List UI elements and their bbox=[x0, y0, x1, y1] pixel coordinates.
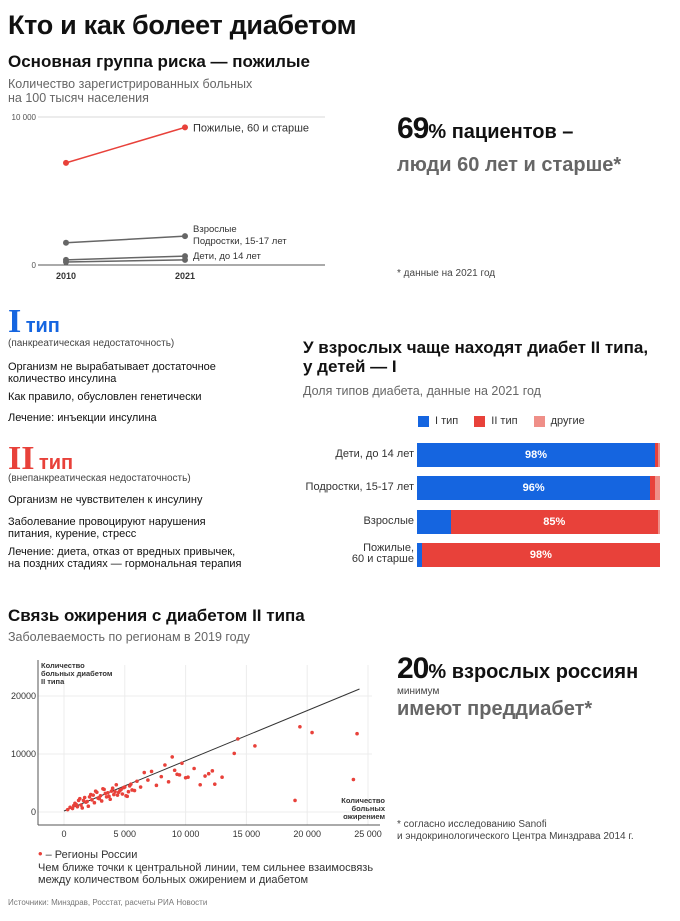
legend-type2 bbox=[474, 415, 517, 427]
scatter-point bbox=[293, 799, 297, 803]
section1-note: * данные на 2021 год bbox=[397, 268, 496, 279]
bar-label-children: Дети, до 14 лет bbox=[335, 448, 414, 460]
scatter-point bbox=[90, 798, 94, 802]
type2-line3: питания, курение, стресс bbox=[8, 528, 137, 540]
scatter-point bbox=[122, 786, 126, 790]
bar-label-elderly-line2: 60 и старше bbox=[351, 553, 414, 565]
scatter-point bbox=[97, 797, 101, 801]
section1-subheading-line2: на 100 тысяч населения bbox=[8, 91, 149, 105]
x-axis-title-line1: Количество bbox=[341, 796, 385, 805]
bar-segment-2-2 bbox=[658, 510, 660, 534]
scatter-point bbox=[124, 794, 128, 798]
scatter-point bbox=[74, 803, 78, 807]
scatter-point bbox=[146, 778, 150, 782]
scatter-legend bbox=[38, 846, 137, 861]
section1-heading: Основная группа риска — пожилые bbox=[8, 52, 310, 71]
legend-other bbox=[534, 415, 585, 427]
bars-title-line1: У взрослых чаще находят диабет II типа, bbox=[303, 338, 649, 357]
type2-word: тип bbox=[38, 452, 74, 474]
section1-subheading-line1: Количество зарегистрированных больных bbox=[8, 77, 253, 91]
x-tick-label-2010: 2010 bbox=[55, 271, 77, 281]
bar-label-elderly bbox=[352, 543, 414, 565]
scatter-point bbox=[142, 771, 146, 775]
x-tick-label-0: 0 bbox=[61, 829, 67, 839]
y-tick-label-1: 10000 bbox=[10, 749, 36, 759]
bar-elderly bbox=[417, 543, 660, 567]
bar-label-elderly-line1: Пожилые, bbox=[363, 542, 414, 554]
type2-line1: Организм не чувствителен к инсулину bbox=[8, 494, 203, 506]
scatter-point bbox=[207, 772, 211, 776]
y-axis-title-line2: больных диабетом bbox=[41, 669, 113, 678]
y-tick-label-0: 20000 bbox=[10, 691, 36, 701]
legend-other-label: другие bbox=[550, 415, 585, 427]
line-chart bbox=[0, 105, 340, 285]
legend-type1-label: I тип bbox=[435, 415, 459, 427]
scatter-point bbox=[117, 790, 121, 794]
scatter-point bbox=[101, 787, 105, 791]
bar-segment-0-0 bbox=[417, 443, 655, 467]
scatter-point bbox=[163, 763, 167, 767]
type1-line4: Лечение: инъекции инсулина bbox=[8, 412, 157, 424]
scatter-point bbox=[236, 737, 240, 741]
highlight-69 bbox=[397, 114, 573, 149]
section3-heading: Связь ожирения с диабетом II типа bbox=[8, 606, 305, 625]
series-point-0-2010 bbox=[63, 160, 69, 166]
highlight-20-small: минимум bbox=[397, 686, 440, 697]
type1-line3: Как правило, обусловлен генетически bbox=[8, 391, 202, 403]
legend-swatch-type2 bbox=[474, 416, 485, 427]
series-point-3-2010 bbox=[63, 259, 69, 265]
series-point-3-2021 bbox=[182, 257, 188, 263]
y-axis-title-line3: II типа bbox=[41, 677, 65, 686]
legend-swatch-type1 bbox=[418, 416, 429, 427]
scatter-point bbox=[211, 769, 215, 773]
section3-note-line2: и эндокринологического Центра Минздрава 2014 г. bbox=[397, 831, 634, 842]
scatter-point bbox=[159, 775, 163, 779]
highlight-69-rest: % пациентов – bbox=[428, 121, 574, 143]
type2-sub: (внепанкреатическая недостаточность) bbox=[8, 473, 191, 484]
scatter-point bbox=[87, 804, 91, 808]
series-label-2: Подростки, 15-17 лет bbox=[193, 236, 287, 248]
x-tick-label-2021: 2021 bbox=[174, 271, 196, 281]
bar-row-teens bbox=[0, 476, 680, 500]
series-line-3 bbox=[66, 260, 185, 262]
scatter-point bbox=[180, 761, 184, 765]
bars-legend bbox=[418, 415, 601, 427]
scatter-point bbox=[84, 800, 88, 804]
scatter-point bbox=[88, 795, 92, 799]
highlight-69-line2: люди 60 лет и старше* bbox=[397, 154, 622, 176]
scatter-point bbox=[135, 779, 139, 783]
highlight-20-line2: имеют преддиабет* bbox=[397, 698, 593, 720]
bars-title-line2: у детей — I bbox=[303, 357, 397, 376]
bars-subtitle: Доля типов диабета, данные на 2021 год bbox=[303, 384, 541, 398]
type1-word: тип bbox=[25, 315, 60, 337]
scatter-caption-line1: Чем ближе точки к центральной линии, тем сильнее взаимосвязь bbox=[38, 862, 374, 874]
scatter-caption-line2: между количеством больных ожирением и диабетом bbox=[38, 874, 309, 886]
series-label-0: Пожилые, 60 и старше bbox=[193, 122, 310, 135]
scatter-point bbox=[78, 797, 82, 801]
x-tick-label-5: 25 000 bbox=[354, 829, 382, 839]
x-tick-label-4: 20 000 bbox=[293, 829, 321, 839]
sources: Источники: Минздрав, Росстат, расчеты РИА Новости bbox=[8, 898, 208, 907]
scatter-point bbox=[121, 792, 125, 796]
scatter-point bbox=[186, 775, 190, 779]
scatter-point bbox=[110, 789, 114, 793]
series-label-3: Дети, до 14 лет bbox=[193, 250, 261, 262]
legend-type2-label: II тип bbox=[491, 415, 518, 427]
legend-swatch-other bbox=[534, 416, 545, 427]
highlight-20 bbox=[397, 653, 638, 690]
bar-segment-1-2 bbox=[655, 476, 660, 500]
series-label-1: Взрослые bbox=[193, 224, 237, 236]
scatter-point bbox=[192, 767, 196, 771]
bar-children bbox=[417, 443, 660, 467]
scatter-point bbox=[173, 768, 177, 772]
scatter-point bbox=[167, 780, 171, 784]
x-axis-title-line3: ожирением bbox=[343, 812, 385, 821]
y-tick-label-top: 10 000 bbox=[11, 113, 36, 122]
bar-value-label-1: 96% bbox=[522, 482, 545, 494]
section1-subheading bbox=[8, 77, 252, 105]
x-tick-label-2: 10 000 bbox=[171, 829, 200, 839]
x-tick-label-3: 15 000 bbox=[232, 829, 261, 839]
scatter-point bbox=[253, 744, 257, 748]
series-line-2 bbox=[66, 256, 185, 260]
bar-value-label-0: 98% bbox=[525, 449, 548, 461]
scatter-point bbox=[178, 773, 182, 777]
bar-value-label-2: 85% bbox=[543, 516, 566, 528]
bar-row-elderly bbox=[0, 543, 680, 567]
type1-sub: (панкреатическая недостаточность) bbox=[8, 338, 175, 349]
scatter-point bbox=[310, 731, 314, 735]
bar-teens bbox=[417, 476, 660, 500]
scatter-point bbox=[129, 782, 133, 786]
type2-line2: Заболевание провоцируют нарушения bbox=[8, 516, 206, 528]
page-title: Кто и как болеет диабетом bbox=[8, 10, 357, 40]
scatter-point bbox=[198, 783, 202, 787]
series-line-0 bbox=[66, 127, 185, 163]
scatter-point bbox=[355, 732, 359, 736]
scatter-point bbox=[114, 783, 118, 787]
bar-segment-3-1 bbox=[422, 543, 660, 567]
bar-adults bbox=[417, 510, 660, 534]
scatter-point bbox=[155, 784, 159, 788]
x-tick-label-1: 5 000 bbox=[113, 829, 137, 839]
scatter-point bbox=[91, 793, 95, 797]
section3-note-line1: * согласно исследованию Sanofi bbox=[397, 819, 547, 830]
series-point-1-2021 bbox=[182, 233, 188, 239]
bar-segment-0-2 bbox=[658, 443, 660, 467]
scatter-legend-dot: • bbox=[38, 846, 43, 861]
scatter-point bbox=[80, 806, 84, 810]
bar-value-label-3: 98% bbox=[529, 549, 552, 561]
scatter-point bbox=[352, 778, 356, 782]
scatter-point bbox=[232, 752, 236, 756]
legend-type1 bbox=[418, 415, 458, 427]
bar-row-adults bbox=[0, 510, 680, 534]
scatter-point bbox=[298, 725, 302, 729]
scatter-point bbox=[213, 782, 217, 786]
scatter-point bbox=[220, 775, 224, 779]
x-axis-title-line2: больных bbox=[351, 804, 385, 813]
scatter-point bbox=[93, 801, 97, 805]
type1-roman: I bbox=[8, 303, 22, 340]
highlight-20-rest: % взрослых россиян bbox=[428, 661, 639, 683]
section3-note bbox=[397, 819, 634, 843]
bar-segment-1-0 bbox=[417, 476, 650, 500]
scatter-point bbox=[95, 790, 99, 794]
y-tick-label-2: 0 bbox=[30, 807, 36, 817]
section3-subheading: Заболеваемость по регионам в 2019 году bbox=[8, 630, 250, 644]
type1-line2: количество инсулина bbox=[8, 373, 117, 385]
bar-segment-2-1 bbox=[451, 510, 658, 534]
series-point-0-2021 bbox=[182, 124, 188, 130]
scatter-point bbox=[150, 770, 154, 774]
scatter-legend-label: – Регионы России bbox=[45, 849, 138, 861]
type1-line1: Организм не вырабатывает достаточное bbox=[8, 361, 216, 373]
bar-row-children bbox=[0, 443, 680, 467]
type2-roman: II bbox=[8, 440, 35, 477]
scatter-point bbox=[170, 755, 174, 759]
scatter-point bbox=[104, 792, 108, 796]
scatter-point bbox=[127, 790, 131, 794]
highlight-20-number: 20 bbox=[397, 652, 429, 685]
scatter-point bbox=[112, 793, 116, 797]
scatter-point bbox=[107, 795, 111, 799]
scatter-point bbox=[139, 785, 143, 789]
scatter-point bbox=[133, 789, 137, 793]
highlight-69-number: 69 bbox=[397, 112, 429, 145]
scatter-chart bbox=[0, 655, 395, 845]
bar-label-teens: Подростки, 15-17 лет bbox=[305, 481, 414, 493]
scatter-point bbox=[203, 774, 207, 778]
y-tick-label-zero: 0 bbox=[31, 261, 36, 270]
bar-segment-2-0 bbox=[417, 510, 451, 534]
type2-line4: Лечение: диета, отказ от вредных привычек, bbox=[8, 546, 236, 558]
series-point-1-2010 bbox=[63, 240, 69, 246]
y-axis-title-line1: Количество bbox=[41, 661, 85, 670]
bars-title bbox=[303, 338, 648, 376]
type2-line5: на поздних стадиях — гормональная терапия bbox=[8, 558, 242, 570]
bar-label-adults: Взрослые bbox=[363, 515, 414, 527]
series-line-1 bbox=[66, 236, 185, 243]
